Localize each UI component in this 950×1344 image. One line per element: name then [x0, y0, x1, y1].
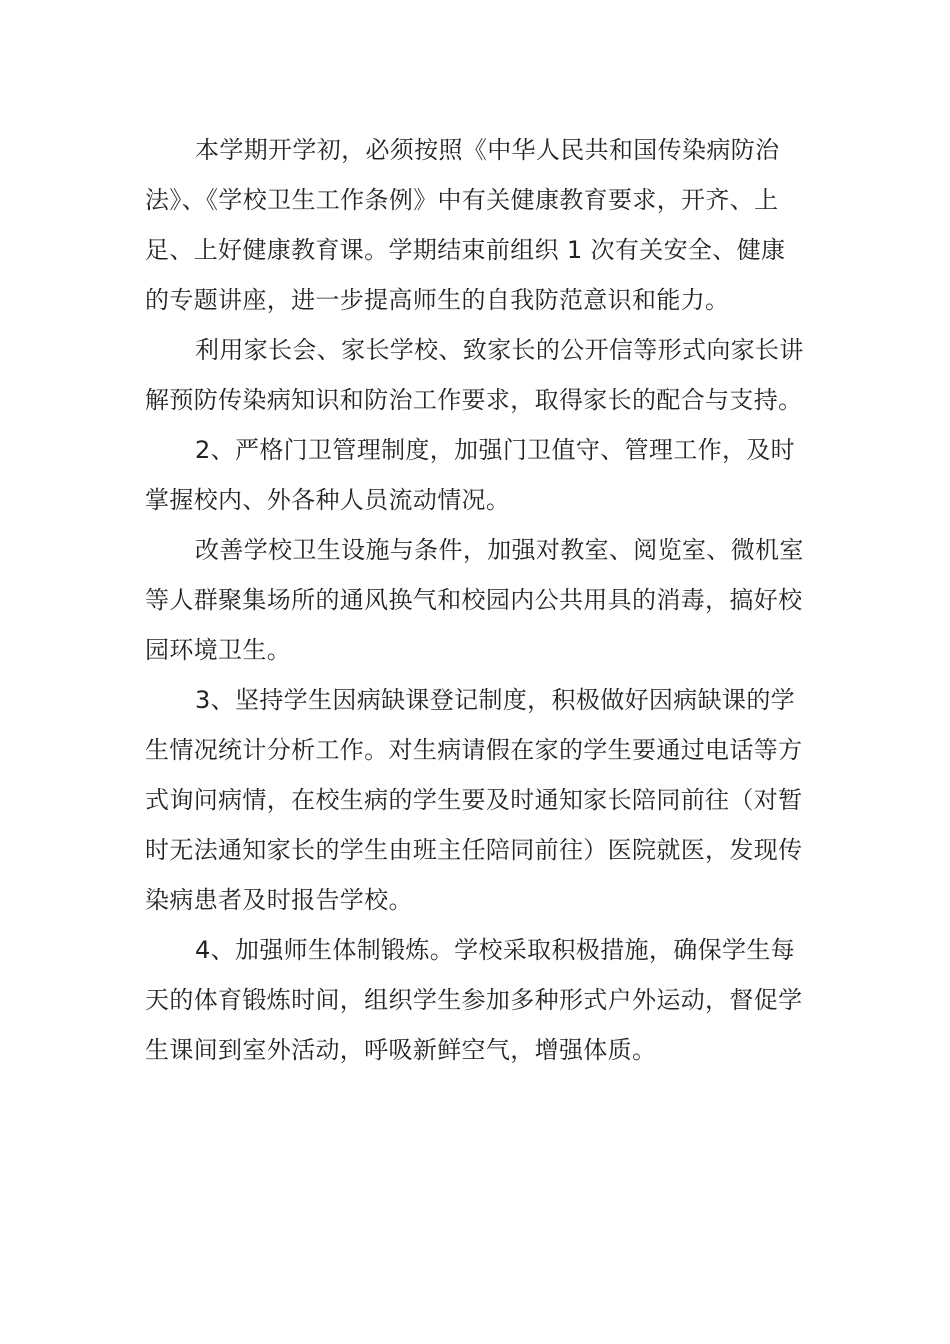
- paragraph-health-education: 本学期开学初，必须按照《中华人民共和国传染病防治法》、《学校卫生工作条例》中有关健康教育要求，开齐、上足、上好健康教育课。学期结束前组织 1 次有关安全、健康的专题讲座，进一步提高师生的自我防范意识和能力。: [145, 136, 786, 314]
- paragraph-parent-communication: 利用家长会、家长学校、致家长的公开信等形式向家长讲解预防传染病知识和防治工作要求，取得家长的配合与支持。: [145, 336, 804, 414]
- paragraph-gate-management: 2、严格门卫管理制度，加强门卫值守、管理工作，及时掌握校内、外各种人员流动情况。: [145, 436, 796, 514]
- document-body: [145, 125, 805, 1075]
- paragraph-hygiene-facilities: 改善学校卫生设施与条件，加强对教室、阅览室、微机室等人群聚集场所的通风换气和校园内公共用具的消毒，搞好校园环境卫生。: [145, 536, 804, 664]
- paragraph-absence-registration: 3、坚持学生因病缺课登记制度，积极做好因病缺课的学生情况统计分析工作。对生病请假在家的学生要通过电话等方式询问病情，在校生病的学生要及时通知家长陪同前往（对暂时无法通知家长的学生由班主任陪同前往）医院就医，发现传染病患者及时报告学校。: [145, 686, 803, 914]
- paragraph-physical-exercise: 4、加强师生体制锻炼。学校采取积极措施，确保学生每天的体育锻炼时间，组织学生参加多种形式户外运动，督促学生课间到室外活动，呼吸新鲜空气，增强体质。: [145, 936, 803, 1064]
